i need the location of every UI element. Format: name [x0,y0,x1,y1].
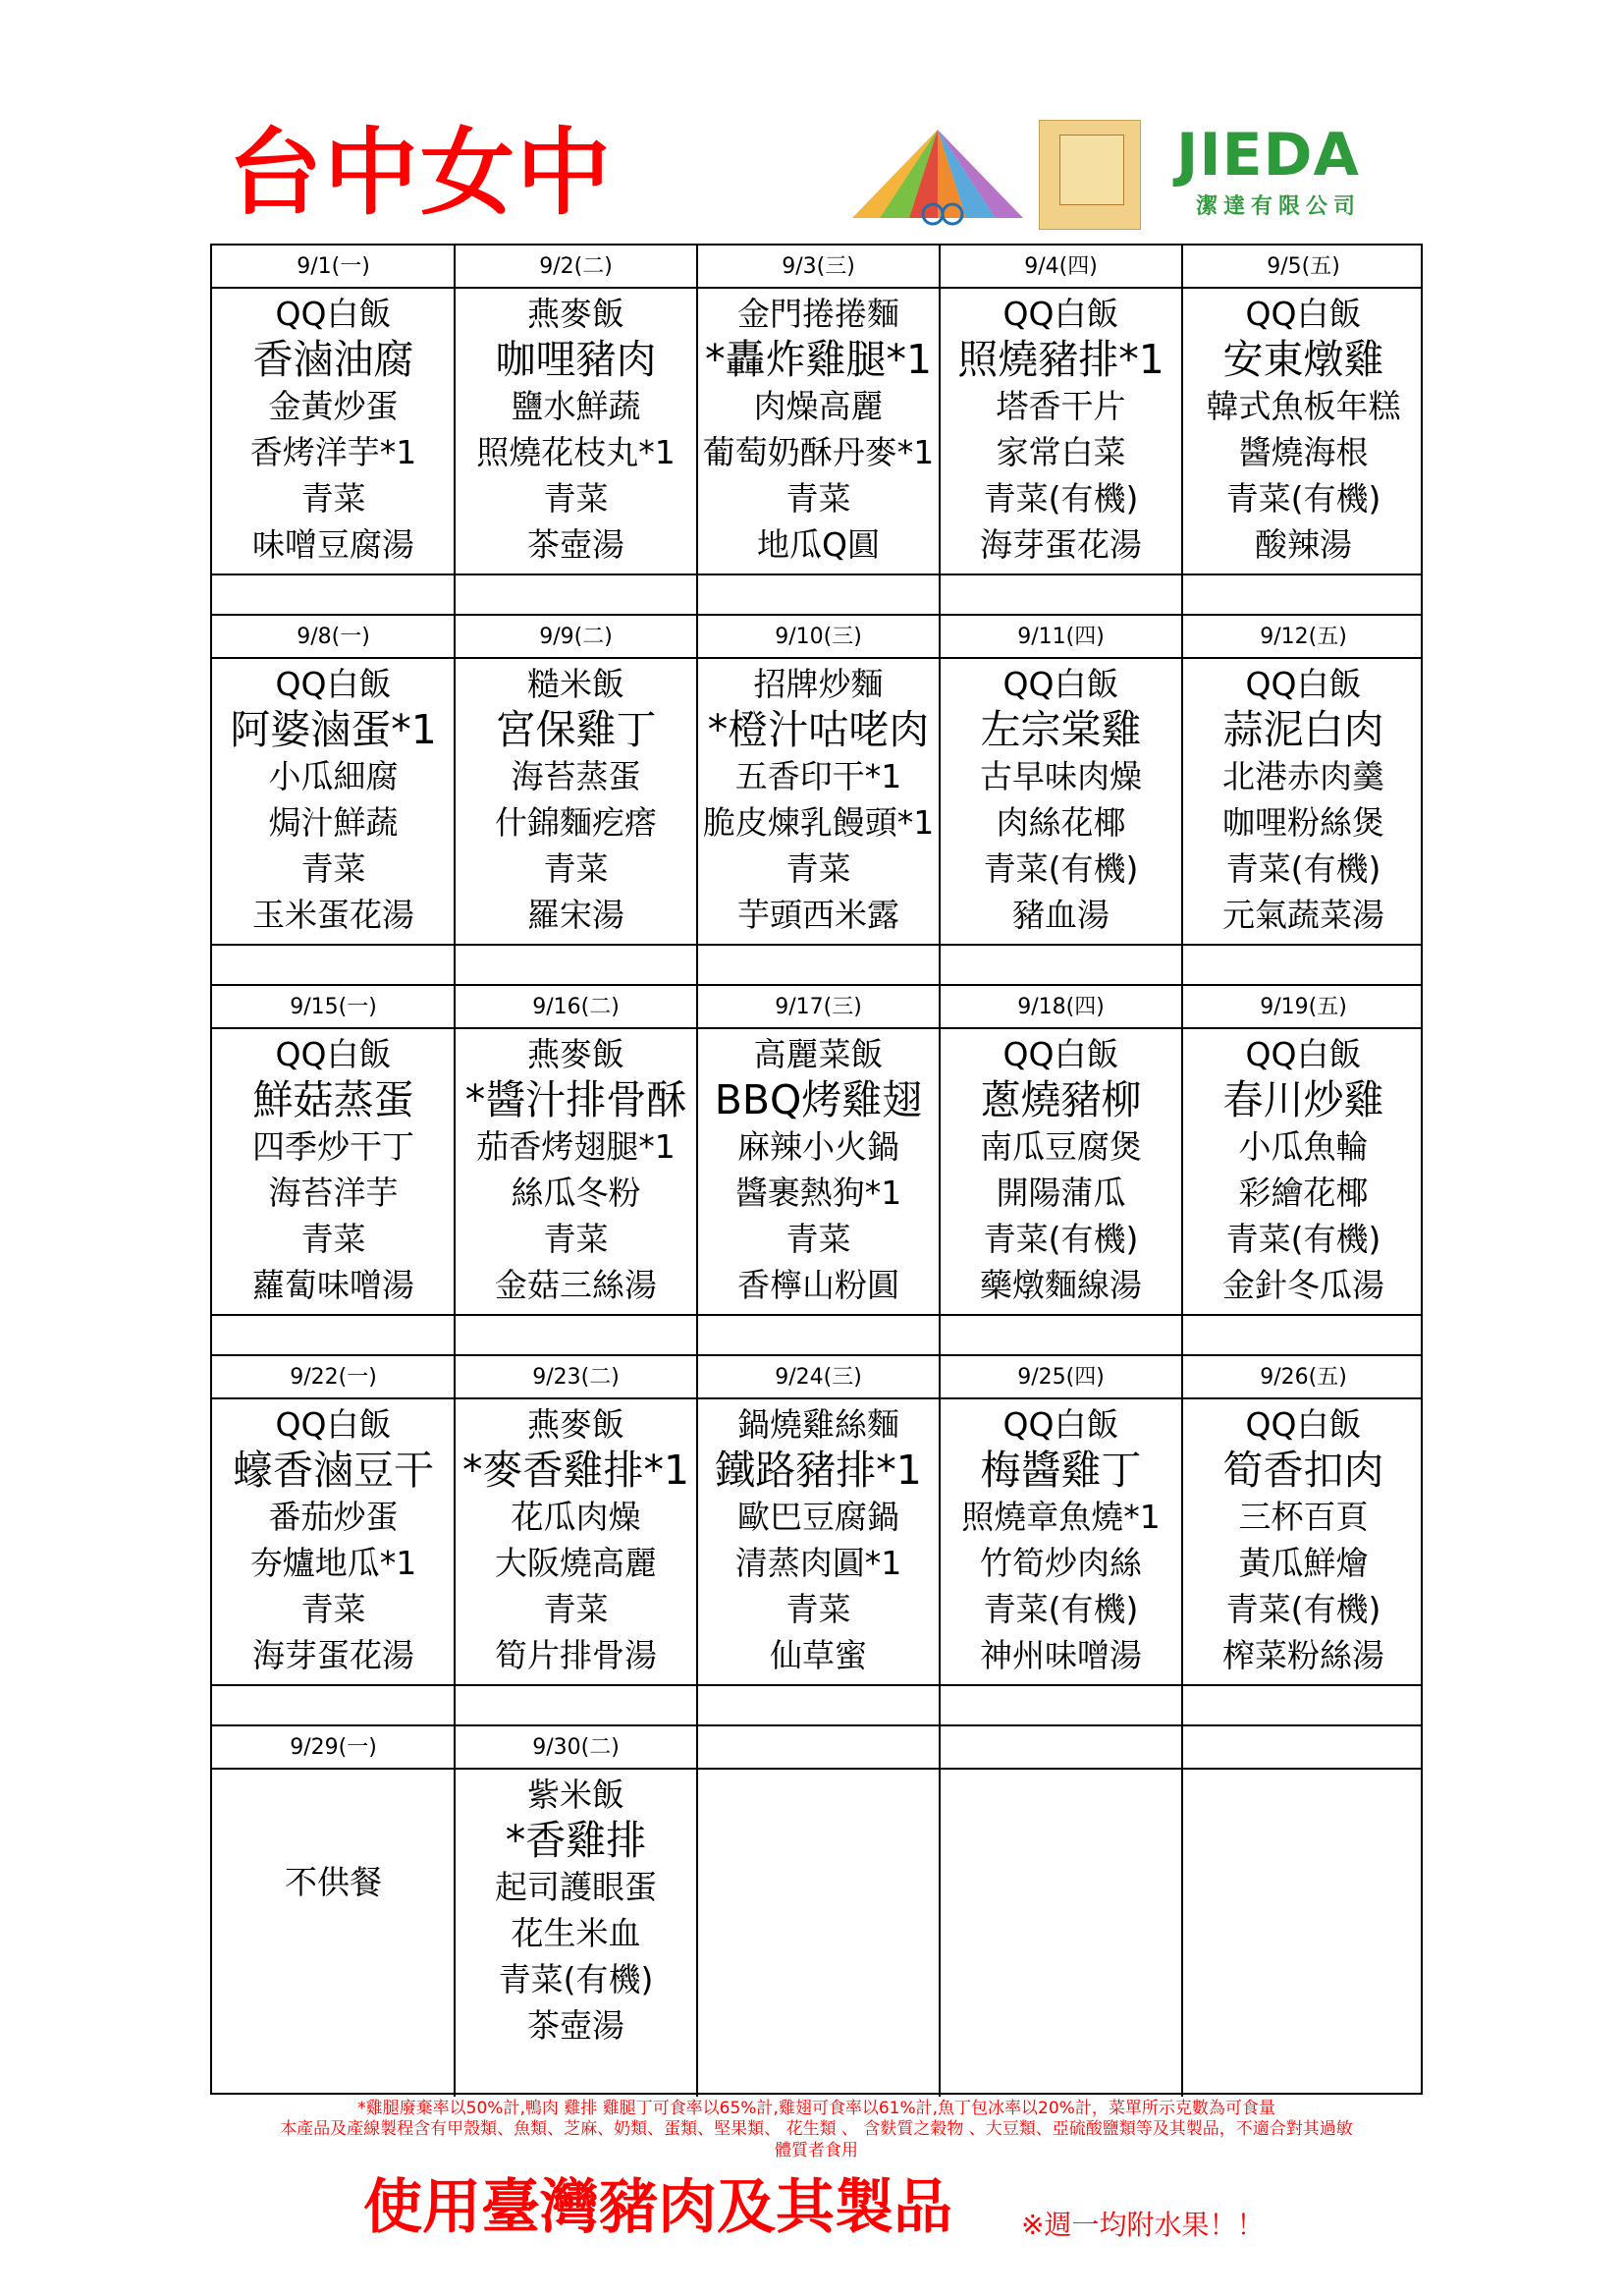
dish: 咖哩粉絲煲 [1222,803,1384,842]
dish: 青菜(有機) [1225,479,1381,518]
dish: QQ白飯 [275,1035,392,1073]
dish: 元氣蔬菜湯 [1222,896,1384,934]
main-dish: 鮮菇蒸蛋 [252,1076,414,1123]
dish: 青菜 [785,1590,851,1628]
dish: 味噌豆腐湯 [252,525,414,564]
cookbook-logo [1039,120,1141,230]
dish: 地瓜Q圓 [757,525,880,564]
dish: 香烤洋芋*1 [249,433,417,471]
dish: 開陽蒲瓜 [996,1174,1126,1212]
dish: 什錦麵疙瘩 [495,803,657,842]
day-date: 9/16(二) [532,995,620,1019]
dish: 麻辣小火鍋 [737,1127,899,1166]
dish: 海芽蛋花湯 [980,525,1142,564]
day-date: 9/25(四) [1017,1365,1105,1390]
footnote-yield: *雞腿廢棄率以50%計,鴨肉 雞排 雞腿丁可食率以65%計,雞翅可食率以61%計,魚丁包冰率以20%計，菜單所示克數為可食量 [357,2099,1275,2118]
day-date: 9/2(二) [539,254,613,279]
main-dish: 筍香扣肉 [1222,1447,1384,1494]
dish: 青菜(有機) [983,849,1139,888]
main-dish: 春川炒雞 [1222,1076,1384,1123]
dish: QQ白飯 [1245,665,1362,703]
day-date: 9/29(一) [290,1735,377,1760]
day-date: 9/17(三) [775,995,862,1019]
dish: 肉絲花椰 [996,803,1126,842]
dish: 花生米血 [511,1914,641,1952]
dish: 青菜 [543,849,609,888]
dish: 焗汁鮮蔬 [268,803,399,842]
dish: 青菜 [543,1220,609,1258]
dish: 海芽蛋花湯 [252,1636,414,1674]
dish: 醬燒海根 [1238,433,1369,471]
dish: 夯爐地瓜*1 [249,1544,417,1582]
dish: 鍋燒雞絲麵 [737,1405,899,1444]
main-dish: BBQ烤雞翅 [714,1076,923,1123]
dish: 歐巴豆腐鍋 [737,1498,899,1536]
fruit-note: ※週一均附水果！！ [1021,2209,1265,2241]
grid-line [212,944,1421,946]
main-dish: 宮保雞丁 [495,706,657,753]
dish: 青菜 [300,849,366,888]
dish: 玉米蛋花湯 [252,896,414,934]
dish: 照燒章魚燒*1 [961,1498,1161,1536]
day-date: 9/23(二) [532,1365,620,1390]
dish: 醬裹熱狗*1 [734,1174,902,1212]
dish: 清蒸肉圓*1 [734,1544,902,1582]
day-date: 9/22(一) [290,1365,377,1390]
dish: 北港赤肉羹 [1222,757,1384,795]
dish: QQ白飯 [1245,1035,1362,1073]
dish: 小瓜魚輪 [1238,1127,1369,1166]
day-date: 9/15(一) [290,995,377,1019]
dish: 肉燥高麗 [753,387,884,425]
main-dish: 蔥燒豬柳 [980,1076,1142,1123]
dish: 招牌炒麵 [753,665,884,703]
dish: 家常白菜 [996,433,1126,471]
dish: QQ白飯 [1002,1035,1119,1073]
school-title: 台中女中 [228,118,613,228]
day-date: 9/5(五) [1267,254,1340,279]
dish: 青菜 [543,1590,609,1628]
dish: 香檸山粉圓 [737,1266,899,1304]
dish: 鹽水鮮蔬 [511,387,641,425]
dish: 青菜(有機) [1225,849,1381,888]
dish: 葡萄奶酥丹麥*1 [702,433,935,471]
footnote-allergen: 本產品及產線製程含有甲殼類、魚類、芝麻、奶類、蛋類、堅果類、 花生類 、 含麩質之穀物 、大豆類、亞硫酸鹽類等及其製品，不適合對其過敏 [280,2119,1353,2139]
dish: 五香印干*1 [734,757,902,795]
main-dish: *橙汁咕咾肉 [707,706,930,753]
dish: 羅宋湯 [527,896,624,934]
dish: 燕麥飯 [527,1405,624,1444]
main-dish: 蠔香滷豆干 [233,1447,434,1494]
dish: QQ白飯 [1245,295,1362,333]
dish: 豬血湯 [1012,896,1110,934]
dish: 脆皮煉乳饅頭*1 [702,803,935,842]
dish: 青菜 [300,479,366,518]
dish: 糙米飯 [527,665,624,703]
day-date: 9/3(三) [782,254,855,279]
dish: QQ白飯 [275,295,392,333]
day-date: 9/10(三) [775,625,862,649]
cookbook-cover-icon [1059,135,1124,205]
dish: 青菜(有機) [1225,1220,1381,1258]
grid-line [212,574,1421,575]
main-dish: 阿婆滷蛋*1 [230,706,437,753]
dish: 蘿蔔味噌湯 [252,1266,414,1304]
dish: 竹筍炒肉絲 [980,1544,1142,1582]
dish: 四季炒干丁 [252,1127,414,1166]
dish: 青菜(有機) [983,1590,1139,1628]
day-date: 9/30(二) [532,1735,620,1760]
food-pyramid-logo [850,120,1025,230]
dish: 番茄炒蛋 [268,1498,399,1536]
dish: 金菇三絲湯 [495,1266,657,1304]
dish: 燕麥飯 [527,295,624,333]
dish: 青菜(有機) [1225,1590,1381,1628]
dish: 酸辣湯 [1255,525,1352,564]
main-dish: 安東燉雞 [1222,336,1384,383]
dish: 筍片排骨湯 [495,1636,657,1674]
dish: QQ白飯 [275,1405,392,1444]
dish: 青菜 [785,479,851,518]
main-dish: 鐵路豬排*1 [715,1447,922,1494]
dish: 青菜 [785,1220,851,1258]
dish: 南瓜豆腐煲 [980,1127,1142,1166]
dish: 仙草蜜 [770,1636,867,1674]
dish: 青菜 [785,849,851,888]
dish: 芋頭西米露 [737,896,899,934]
dish: 金針冬瓜湯 [1222,1266,1384,1304]
dish: 古早味肉燥 [980,757,1142,795]
dish: 花瓜肉燥 [511,1498,641,1536]
day-date: 9/4(四) [1024,254,1098,279]
dish: 韓式魚板年糕 [1206,387,1401,425]
dish: 青菜 [300,1590,366,1628]
dish: 絲瓜冬粉 [511,1174,641,1212]
dish: 塔香干片 [996,387,1126,425]
jieda-logo [1176,121,1422,228]
main-dish: *醬汁排骨酥 [464,1076,687,1123]
dish: 青菜 [543,479,609,518]
main-dish: *轟炸雞腿*1 [704,336,933,383]
day-date: 9/1(一) [297,254,370,279]
main-dish: 梅醬雞丁 [980,1447,1142,1494]
dish: QQ白飯 [1002,295,1119,333]
day-date: 9/26(五) [1260,1365,1347,1390]
main-dish: 咖哩豬肉 [495,336,657,383]
taiwan-pork-slogan: 使用臺灣豬肉及其製品 [363,2173,952,2242]
main-dish: 香滷油腐 [252,336,414,383]
dish: 藥燉麵線湯 [980,1266,1142,1304]
dish: 神州味噌湯 [980,1636,1142,1674]
dish: 彩繪花椰 [1238,1174,1369,1212]
dish: 青菜 [300,1220,366,1258]
dish: 青菜(有機) [498,1960,654,1998]
dish: 海苔洋芋 [268,1174,399,1212]
grid-line [212,1314,1421,1316]
menu-table [210,244,1423,2095]
day-date: 9/19(五) [1260,995,1347,1019]
dish: 金黃炒蛋 [268,387,399,425]
dish: 照燒花枝丸*1 [476,433,676,471]
day-date: 9/18(四) [1017,995,1105,1019]
dish: 青菜(有機) [983,479,1139,518]
dish: 高麗菜飯 [753,1035,884,1073]
dish: QQ白飯 [1002,665,1119,703]
day-date: 9/24(三) [775,1365,862,1390]
dish: 三杯百頁 [1238,1498,1369,1536]
dish: 金門捲捲麵 [737,295,899,333]
dish: 大阪燒高麗 [495,1544,657,1582]
dish: 小瓜細腐 [268,757,399,795]
main-dish: *麥香雞排*1 [461,1447,690,1494]
dish: 黃瓜鮮燴 [1238,1544,1369,1582]
footnote-allergen-cont: 體質者食用 [775,2141,858,2160]
dish: 茶壺湯 [527,525,624,564]
dish: QQ白飯 [275,665,392,703]
dish: QQ白飯 [1002,1405,1119,1444]
dish: 茶壺湯 [527,2006,624,2045]
dish: 茄香烤翅腿*1 [476,1127,676,1166]
dish: QQ白飯 [1245,1405,1362,1444]
dish: 海苔蒸蛋 [511,757,641,795]
dish: 燕麥飯 [527,1035,624,1073]
day-date: 9/12(五) [1260,625,1347,649]
grid-line [212,1684,1421,1686]
day-date: 9/9(二) [539,625,613,649]
dish: 紫米飯 [527,1776,624,1814]
no-meal-notice: 不供餐 [285,1863,382,1901]
main-dish: 照燒豬排*1 [957,336,1164,383]
main-dish: 蒜泥白肉 [1222,706,1384,753]
jieda-wordmark: JIEDA [1176,121,1360,190]
dish: 起司護眼蛋 [495,1868,657,1906]
main-dish: *香雞排 [505,1817,647,1864]
dish: 青菜(有機) [983,1220,1139,1258]
day-date: 9/11(四) [1017,625,1105,649]
dish: 榨菜粉絲湯 [1222,1636,1384,1674]
jieda-company-name: 潔達有限公司 [1196,194,1362,219]
day-date: 9/8(一) [297,625,370,649]
main-dish: 左宗棠雞 [980,706,1142,753]
